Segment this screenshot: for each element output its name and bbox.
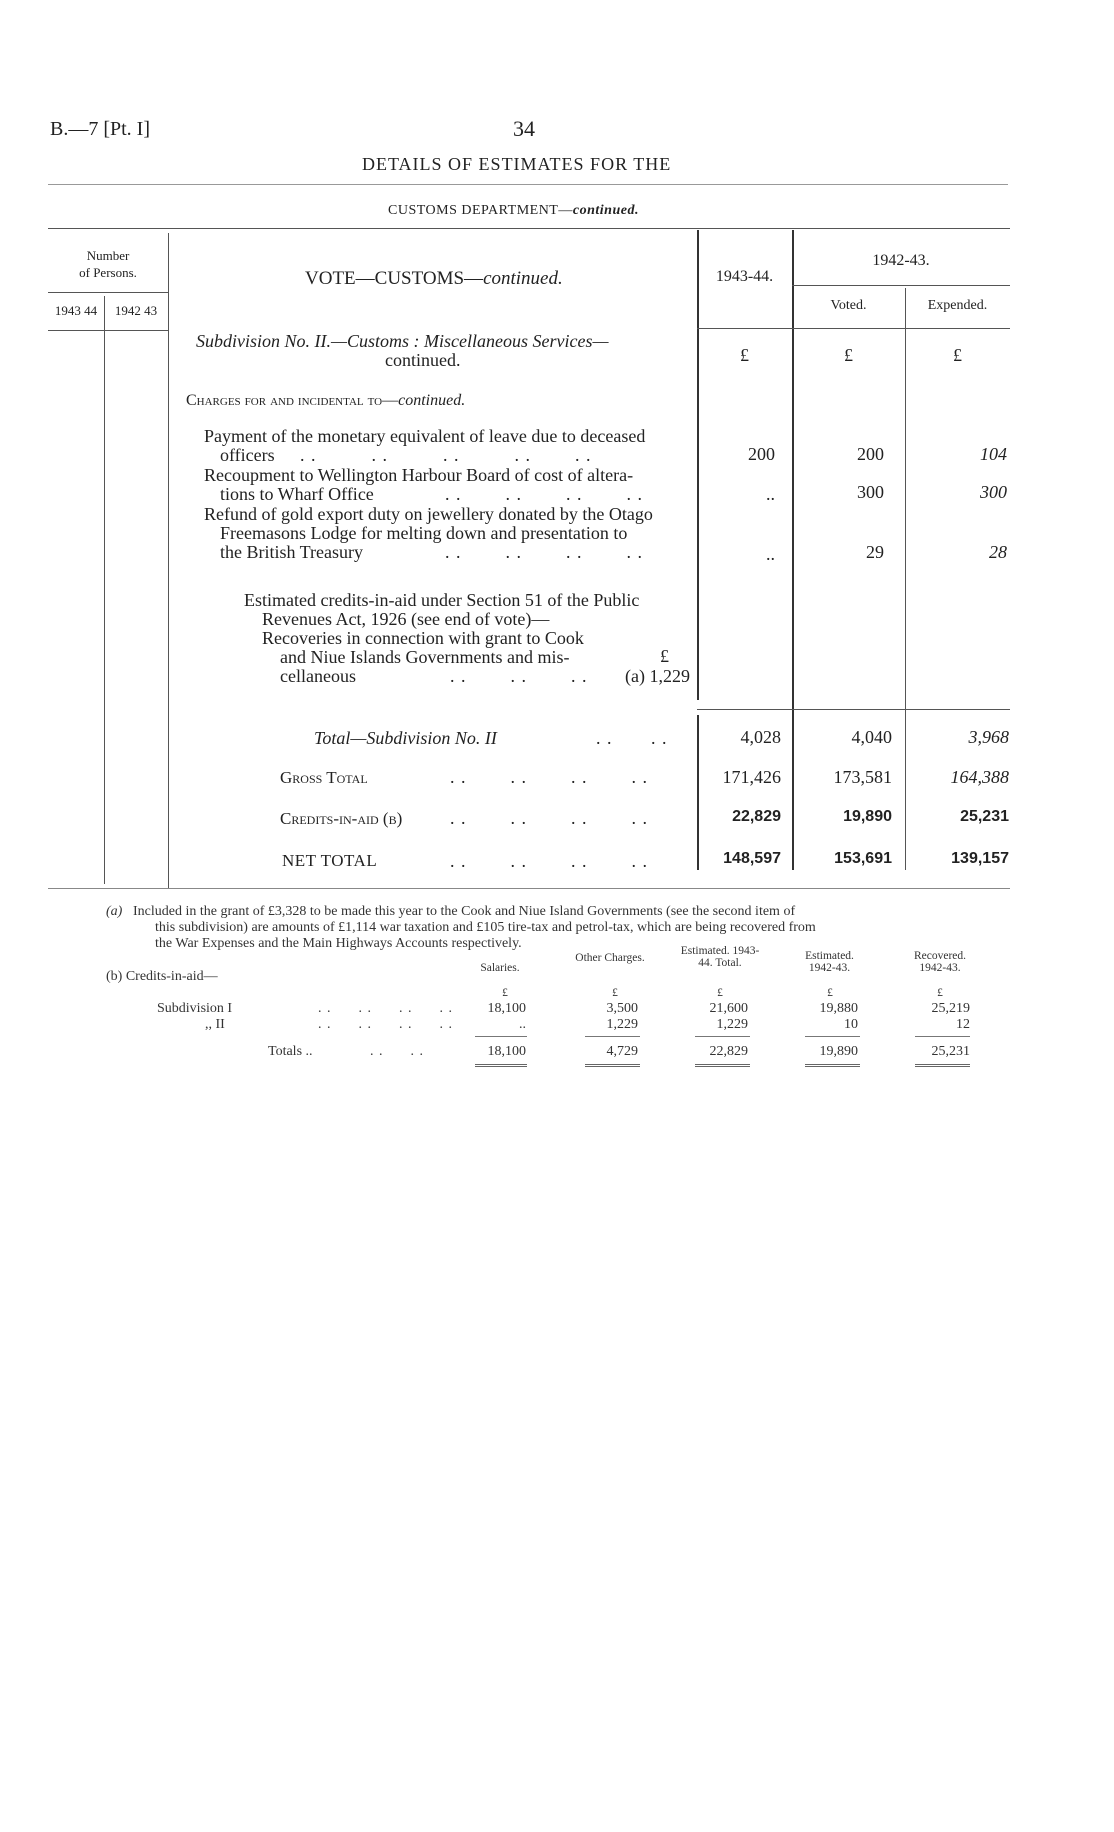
gross-total-1943: 171,426 [722, 767, 781, 787]
footnote-a-marker: (a) [106, 904, 123, 919]
net-total-expended: 139,157 [951, 850, 1009, 867]
page-number: 34 [513, 116, 535, 141]
net-total-label: NET TOTAL [282, 851, 378, 870]
item-2-line-1: Recoupment to Wellington Harbour Board of cost of altera- [204, 465, 634, 485]
footnote-a-line-2: this subdivision) are amounts of £1,114 war taxation and £105 tire-tax and petrol-tax, which are being recovered from [155, 920, 816, 935]
footnote-a-line-1: Included in the grant of £3,328 to be made this year to the Cook and Niue Island Governments (see the second item of [133, 904, 796, 919]
fb-row-2-label: ,, II [205, 1017, 225, 1032]
item-1-leader: . . . . . . . . . . [300, 445, 592, 465]
totals-top-rule [697, 709, 1010, 710]
currency-expended: £ [953, 345, 962, 365]
currency-voted: £ [844, 345, 853, 365]
fb-header-other-charges: Other Charges. [575, 952, 645, 964]
total-subdivision-leader: . . . . [596, 728, 668, 748]
item-2-1943: .. [766, 484, 775, 504]
fb-total-rule-2 [585, 1064, 640, 1067]
section-continued: continued. [398, 392, 466, 409]
fb-subtotal-rule-1 [475, 1036, 527, 1037]
fb-subtotal-rule-4 [805, 1036, 860, 1037]
vote-title: VOTE—CUSTOMS— [305, 268, 484, 289]
currency-1943: £ [740, 345, 749, 365]
credits-note-currency: £ [660, 646, 669, 666]
col-header-expended: Expended. [927, 298, 988, 313]
item-3-line-2: Freemasons Lodge for melting down and presentation to [220, 523, 628, 543]
col-divider-items-1 [697, 230, 699, 700]
fb-header-estimated-1942: Estimated. 1942-43. [805, 950, 854, 974]
item-1-line-2: officers [220, 445, 275, 465]
credits-in-aid-1943: 22,829 [732, 808, 781, 825]
department-heading [388, 203, 639, 219]
fb-row-2-est-1942: 10 [844, 1017, 858, 1032]
fb-subtotal-rule-2 [585, 1036, 640, 1037]
item-1-1943: 200 [748, 444, 775, 464]
total-subdivision-label: Total—Subdivision No. II [314, 728, 497, 748]
fb-total-est-1942: 19,890 [819, 1044, 858, 1059]
fb-currency-1: £ [502, 987, 508, 999]
fb-row-2-est-1943: 1,229 [716, 1017, 748, 1032]
credits-note-leader: . . . . . . [450, 666, 588, 686]
fb-header-salaries: Salaries. [480, 962, 520, 974]
credits-in-aid-label: Credits-in-aid (b) [280, 809, 403, 828]
fb-row-2-recovered: 12 [956, 1017, 970, 1032]
fb-currency-2: £ [612, 987, 618, 999]
item-2-voted: 300 [857, 482, 884, 502]
fb-currency-4: £ [827, 987, 833, 999]
fb-row-2-leader: . . . . . . . . [318, 1017, 453, 1032]
total-subdivision-expended: 3,968 [968, 727, 1009, 747]
table-bottom-rule [48, 888, 1010, 889]
fb-row-1-leader: . . . . . . . . [318, 1001, 453, 1016]
credits-in-aid-expended: 25,231 [960, 808, 1009, 825]
fb-row-2-other: 1,229 [606, 1017, 638, 1032]
department-name: CUSTOMS DEPARTMENT— [388, 203, 573, 218]
item-2-leader: . . . . . . . . [445, 484, 643, 504]
item-3-expended: 28 [989, 542, 1007, 562]
subdivision-continued: continued. [385, 350, 461, 370]
credits-in-aid-voted: 19,890 [843, 808, 892, 825]
fb-subtotal-rule-5 [915, 1036, 970, 1037]
credits-note-line-2: Revenues Act, 1926 (see end of vote)— [262, 609, 550, 629]
fb-currency-3: £ [717, 987, 723, 999]
fb-total-rule-3 [695, 1064, 750, 1067]
persons-header-rule-1 [48, 292, 168, 293]
credits-in-aid-leader: . . . . . . . . [450, 808, 648, 828]
subdivision-title: Subdivision No. II.—Customs : Miscellaneous Services— [196, 331, 609, 351]
col-header-1943: 1943-44. [715, 268, 774, 285]
gross-total-voted: 173,581 [833, 767, 892, 787]
credits-note-line-4: and Niue Islands Governments and mis- [280, 647, 570, 667]
year-header-rule [792, 285, 1010, 286]
item-3-voted: 29 [866, 542, 884, 562]
fb-row-1-salaries: 18,100 [487, 1001, 526, 1016]
section-label: Charges for and incidental to— [186, 392, 399, 409]
fb-total-recovered: 25,231 [931, 1044, 970, 1059]
item-3-leader: . . . . . . . . [445, 542, 643, 562]
item-3-line-1: Refund of gold export duty on jewellery donated by the Otago [204, 504, 653, 524]
document-reference: B.—7 [Pt. I] [50, 118, 150, 140]
fb-currency-5: £ [937, 987, 943, 999]
fb-header-recovered-1942: Recovered. 1942-43. [913, 950, 967, 974]
department-continued: continued. [572, 203, 639, 218]
col-divider-persons-years [104, 296, 105, 884]
col-header-voted: Voted. [830, 298, 867, 313]
fb-row-1-est-1942: 19,880 [819, 1001, 858, 1016]
net-total-1943: 148,597 [723, 850, 781, 867]
credits-note-line-1: Estimated credits-in-aid under Section 51 of the Public [244, 590, 640, 610]
table-top-rule [48, 228, 1010, 229]
item-3-1943: .. [766, 544, 775, 564]
vote-heading [305, 268, 563, 290]
persons-title-2: of Persons. [79, 265, 137, 280]
fb-row-1-est-1943: 21,600 [709, 1001, 748, 1016]
fb-row-1-recovered: 25,219 [931, 1001, 970, 1016]
fb-row-1-other: 3,500 [606, 1001, 638, 1016]
gross-total-leader: . . . . . . . . [450, 767, 648, 787]
gross-total-expended: 164,388 [950, 767, 1009, 787]
page-title: DETAILS OF ESTIMATES FOR THE [362, 154, 672, 174]
item-1-expended: 104 [980, 444, 1007, 464]
col-header-1942: 1942-43. [872, 252, 930, 269]
persons-header-rule-2 [48, 330, 168, 331]
item-2-line-2: tions to Wharf Office [220, 484, 374, 504]
fb-total-est-1943: 22,829 [709, 1044, 748, 1059]
fb-subtotal-rule-3 [695, 1036, 750, 1037]
persons-year-1943: 1943 44 [54, 303, 98, 318]
fb-total-rule-4 [805, 1064, 860, 1067]
credits-note-amount: (a) 1,229 [625, 666, 690, 686]
footnote-a-line-3: the War Expenses and the Main Highways Accounts respectively. [155, 936, 522, 951]
credits-note-line-5: cellaneous [280, 666, 356, 686]
item-1-voted: 200 [857, 444, 884, 464]
section-heading [186, 392, 465, 410]
total-subdivision-1943: 4,028 [740, 727, 781, 747]
vote-continued: continued. [483, 268, 563, 289]
item-2-expended: 300 [980, 482, 1007, 502]
fb-row-1-label: Subdivision I [157, 1001, 233, 1016]
item-1-line-1: Payment of the monetary equivalent of leave due to deceased [204, 426, 646, 446]
fb-total-other: 4,729 [606, 1044, 638, 1059]
credits-note-line-3: Recoveries in connection with grant to Cook [262, 628, 584, 648]
header-rule [48, 184, 1008, 185]
fb-total-rule-1 [475, 1064, 527, 1067]
fb-total-salaries: 18,100 [487, 1044, 526, 1059]
fb-total-leader: . . . . [370, 1044, 424, 1059]
net-total-voted: 153,691 [834, 850, 892, 867]
fb-total-label: Totals .. [268, 1044, 313, 1059]
net-total-leader: . . . . . . . . [450, 851, 648, 871]
col-divider-persons [168, 233, 169, 888]
fb-total-rule-5 [915, 1064, 970, 1067]
total-subdivision-voted: 4,040 [851, 727, 892, 747]
footnote-b-label: (b) Credits-in-aid— [106, 969, 218, 984]
item-3-line-3: the British Treasury [220, 542, 364, 562]
persons-title-1: Number [86, 248, 130, 263]
fb-header-estimated-1943: Estimated. 1943-44. Total. [680, 945, 760, 969]
money-header-rule [697, 328, 1010, 329]
fb-row-2-salaries: .. [519, 1017, 526, 1032]
gross-total-label: Gross Total [280, 768, 368, 787]
persons-year-1942: 1942 43 [114, 303, 158, 318]
